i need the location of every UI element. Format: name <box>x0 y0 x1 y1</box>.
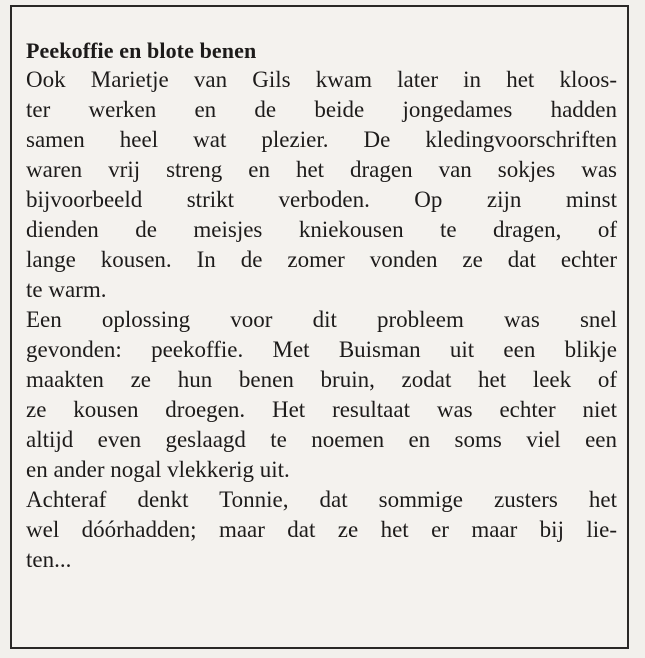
article-title: Peekoffie en blote benen <box>26 38 257 63</box>
article-box <box>10 5 629 649</box>
article-line: dienden de meisjes kniekousen te dragen, of <box>26 217 617 242</box>
article-line: gevonden: peekoffie. Met Buisman uit een blikje <box>26 337 617 362</box>
article-line: ter werken en de beide jongedames hadden <box>26 97 617 122</box>
article-line: ze kousen droegen. Het resultaat was echter niet <box>26 397 617 422</box>
article-line: lange kousen. In de zomer vonden ze dat echter <box>26 247 617 272</box>
article-line: maakten ze hun benen bruin, zodat het leek of <box>26 367 617 392</box>
article-line: waren vrij streng en het dragen van sokjes was <box>26 157 617 182</box>
article-line: te warm. <box>26 277 107 302</box>
article-line: Achteraf denkt Tonnie, dat sommige zusters het <box>26 487 617 512</box>
article-line: samen heel wat plezier. De kledingvoorschriften <box>26 127 617 152</box>
article-line: Een oplossing voor dit probleem was snel <box>26 307 617 332</box>
article-line: altijd even geslaagd te noemen en soms viel een <box>26 427 617 452</box>
article-line: ten... <box>26 547 72 572</box>
article-line: Ook Marietje van Gils kwam later in het kloos- <box>26 67 617 92</box>
article-line: wel dóórhadden; maar dat ze het er maar bij lie- <box>26 517 617 542</box>
article-line: en ander nogal vlekkerig uit. <box>26 457 290 482</box>
article-content <box>26 37 617 575</box>
article-line: bijvoorbeeld strikt verboden. Op zijn minst <box>26 187 617 212</box>
